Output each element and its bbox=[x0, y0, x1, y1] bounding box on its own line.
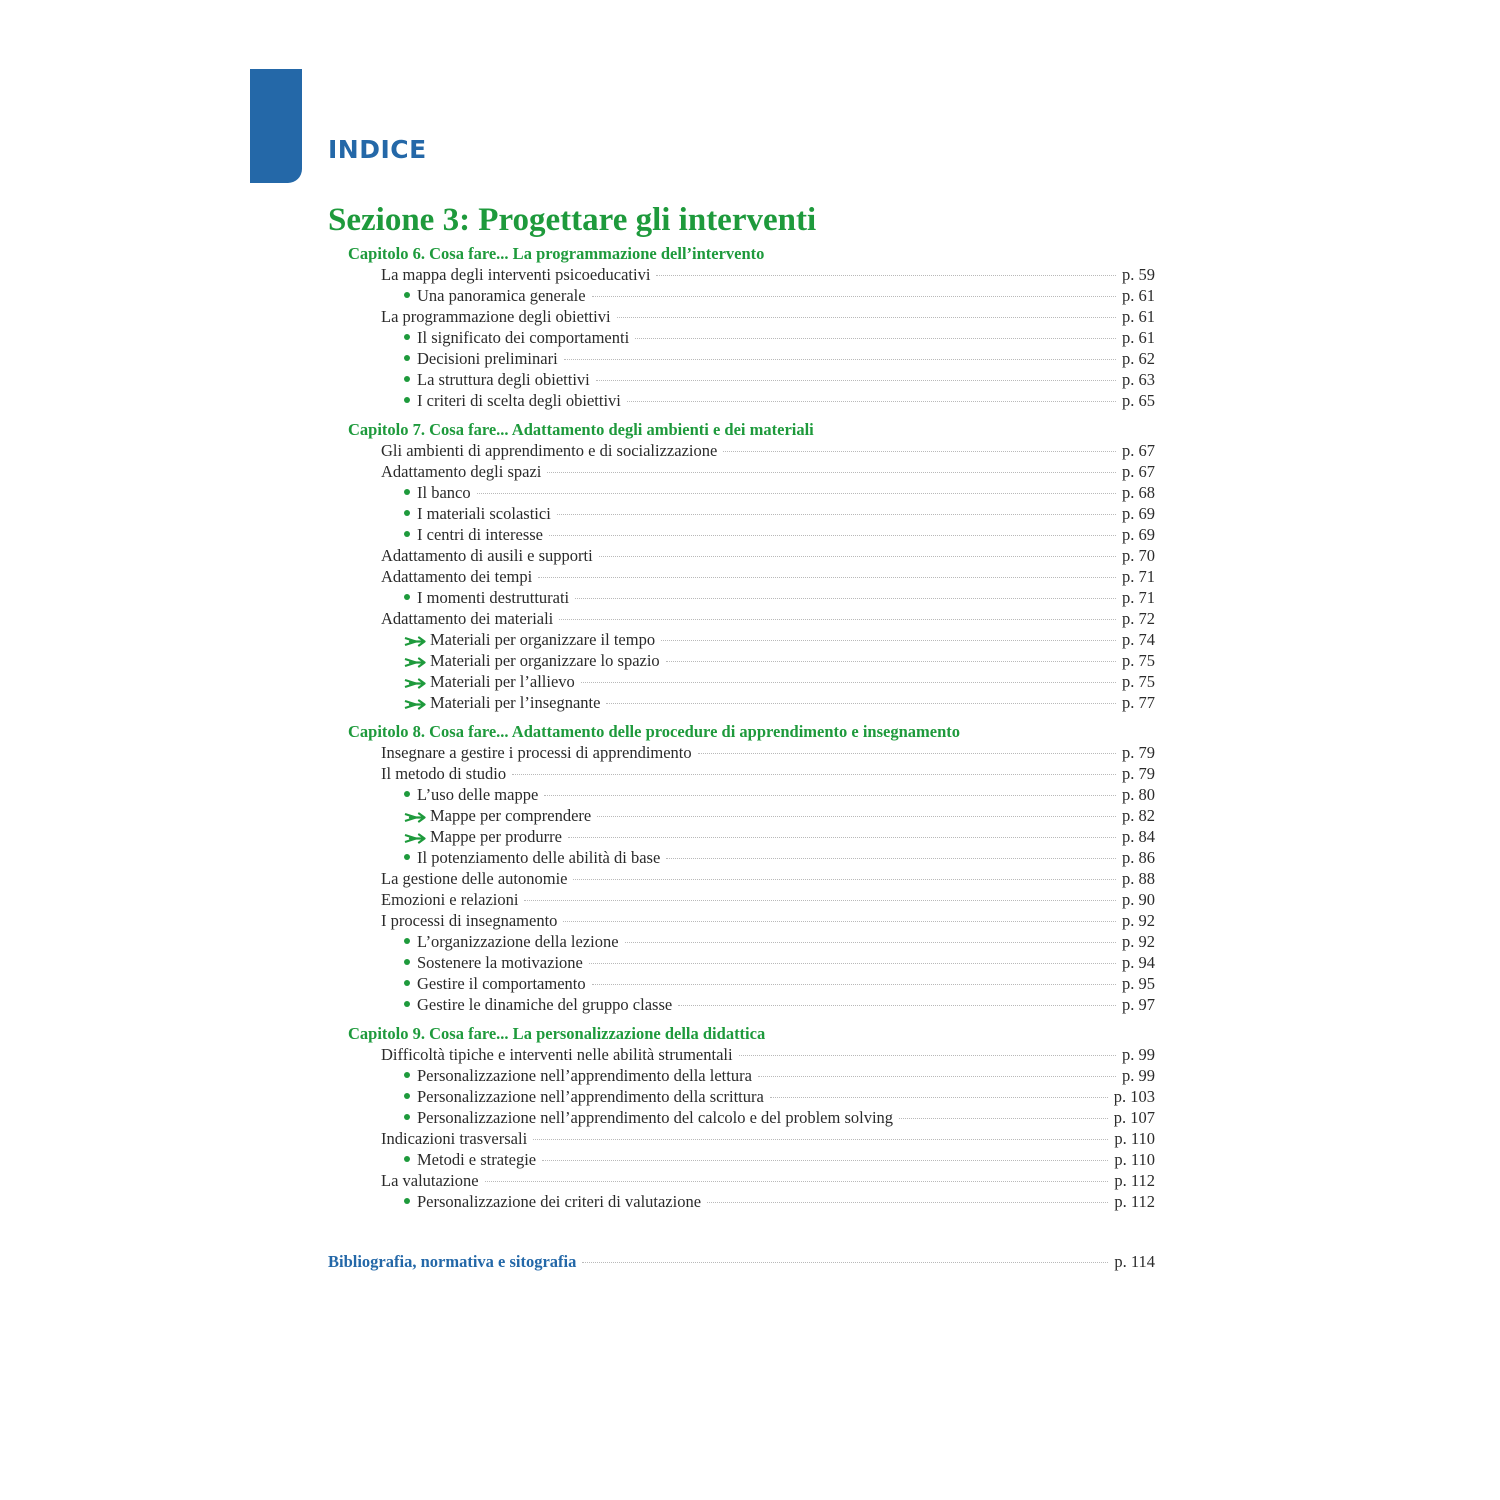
toc-entry-label-wrap bbox=[404, 482, 471, 503]
toc-entry-label-wrap bbox=[404, 587, 569, 608]
toc-entry[interactable] bbox=[328, 692, 1155, 713]
dot-leader bbox=[625, 942, 1116, 943]
dot-leader bbox=[656, 275, 1116, 276]
bullet-icon bbox=[404, 854, 410, 860]
toc-entry-text: Il banco bbox=[417, 483, 471, 502]
dot-leader bbox=[559, 619, 1116, 620]
toc-entry-label-wrap bbox=[404, 1086, 764, 1107]
toc-entry-page: p. 97 bbox=[1122, 995, 1155, 1014]
toc-entry-text: I processi di insegnamento bbox=[381, 911, 558, 930]
toc-entry-text: Il metodo di studio bbox=[381, 764, 507, 783]
toc-entry[interactable] bbox=[328, 910, 1155, 931]
section-title: Sezione 3: Progettare gli interventi bbox=[328, 202, 817, 238]
toc-entry-page: p. 112 bbox=[1114, 1171, 1155, 1190]
toc-entry[interactable] bbox=[328, 587, 1155, 608]
toc-entry-page: p. 99 bbox=[1122, 1045, 1155, 1064]
bullet-icon bbox=[404, 1198, 410, 1204]
toc-entry[interactable] bbox=[328, 763, 1155, 784]
toc-entry-text: Materiali per organizzare lo spazio bbox=[430, 651, 660, 670]
dot-leader bbox=[538, 577, 1116, 578]
toc-entry[interactable] bbox=[328, 889, 1155, 910]
toc-entry-page: p. 69 bbox=[1122, 504, 1155, 523]
bullet-icon bbox=[404, 397, 410, 403]
dot-leader bbox=[597, 816, 1116, 817]
chapter-block bbox=[328, 721, 1155, 1015]
dot-leader bbox=[698, 753, 1116, 754]
dot-leader bbox=[899, 1118, 1108, 1119]
dot-leader bbox=[617, 317, 1116, 318]
toc-entry[interactable] bbox=[328, 931, 1155, 952]
toc-entry-page: p. 61 bbox=[1122, 286, 1155, 305]
chapter-title[interactable]: Capitolo 6. Cosa fare... La programmazione dell’intervento bbox=[348, 244, 765, 263]
dot-leader bbox=[581, 682, 1116, 683]
toc-entry-text: L’uso delle mappe bbox=[417, 785, 539, 804]
dot-leader bbox=[666, 661, 1116, 662]
toc-entry-text: La valutazione bbox=[381, 1171, 479, 1190]
toc-entry[interactable] bbox=[328, 285, 1155, 306]
toc-entry-label-wrap bbox=[381, 461, 541, 482]
bibliography-page: p. 114 bbox=[1114, 1252, 1155, 1271]
bullet-icon bbox=[404, 1156, 410, 1162]
toc-entry-text: Gestire le dinamiche del gruppo classe bbox=[417, 995, 673, 1014]
dot-leader bbox=[707, 1202, 1108, 1203]
toc-entry-text: Il significato dei comportamenti bbox=[417, 328, 630, 347]
bullet-icon bbox=[404, 980, 410, 986]
dot-leader bbox=[575, 598, 1116, 599]
toc-entry-page: p. 68 bbox=[1122, 483, 1155, 502]
toc-entry-page: p. 107 bbox=[1113, 1108, 1155, 1127]
dot-leader bbox=[770, 1097, 1108, 1098]
dot-leader bbox=[678, 1005, 1116, 1006]
toc-entry-page: p. 92 bbox=[1122, 932, 1155, 951]
toc-entry[interactable] bbox=[328, 369, 1155, 390]
toc-entry-page: p. 69 bbox=[1122, 525, 1155, 544]
toc-entry-page: p. 79 bbox=[1122, 743, 1155, 762]
toc-entry-page: p. 90 bbox=[1122, 890, 1155, 909]
toc-entry[interactable] bbox=[328, 482, 1155, 503]
toc-entry-text: Decisioni preliminari bbox=[417, 349, 558, 368]
dot-leader bbox=[589, 963, 1116, 964]
toc-entry[interactable] bbox=[328, 461, 1155, 482]
toc-entry-label-wrap bbox=[404, 994, 672, 1015]
toc-entry-text: Adattamento dei tempi bbox=[381, 567, 533, 586]
toc-entry-page: p. 71 bbox=[1122, 567, 1155, 586]
toc-entry-page: p. 70 bbox=[1122, 546, 1155, 565]
toc-entry-page: p. 59 bbox=[1122, 265, 1155, 284]
bullet-icon bbox=[404, 594, 410, 600]
toc-entry-page: p. 112 bbox=[1114, 1192, 1155, 1211]
toc-entry[interactable] bbox=[328, 1107, 1155, 1128]
toc-entry[interactable] bbox=[328, 264, 1155, 285]
toc-entry[interactable] bbox=[328, 1128, 1155, 1149]
toc-entry-page: p. 84 bbox=[1122, 827, 1155, 846]
dot-leader bbox=[661, 640, 1116, 641]
toc-entry-label-wrap bbox=[404, 931, 619, 952]
toc-entry[interactable] bbox=[328, 973, 1155, 994]
toc-entry-text: La mappa degli interventi psicoeducativi bbox=[381, 265, 651, 284]
chapter-block bbox=[328, 1023, 1155, 1212]
toc-entry-page: p. 94 bbox=[1122, 953, 1155, 972]
toc-entry-label-wrap bbox=[404, 692, 600, 713]
toc-entry-label-wrap bbox=[381, 306, 611, 327]
toc-entry[interactable] bbox=[328, 742, 1155, 763]
dot-leader bbox=[477, 493, 1116, 494]
toc-entry-text: I criteri di scelta degli obiettivi bbox=[417, 391, 621, 410]
table-of-contents bbox=[328, 243, 1155, 1212]
toc-entry-page: p. 92 bbox=[1122, 911, 1155, 930]
toc-entry[interactable] bbox=[328, 826, 1155, 847]
toc-entry-label-wrap bbox=[381, 763, 506, 784]
toc-entry-label-wrap bbox=[381, 889, 518, 910]
toc-entry-page: p. 110 bbox=[1114, 1129, 1155, 1148]
chapter-block bbox=[328, 243, 1155, 411]
toc-entry-label-wrap bbox=[404, 671, 575, 692]
bullet-icon bbox=[404, 489, 410, 495]
toc-entry-text: Il potenziamento delle abilità di base bbox=[417, 848, 661, 867]
toc-entry-text: Personalizzazione nell’apprendimento della lettura bbox=[417, 1066, 752, 1085]
toc-entry-label-wrap bbox=[404, 327, 629, 348]
toc-entry-text: Una panoramica generale bbox=[417, 286, 586, 305]
toc-entry[interactable] bbox=[328, 327, 1155, 348]
dot-leader bbox=[606, 703, 1116, 704]
toc-entry[interactable] bbox=[328, 306, 1155, 327]
toc-entry-page: p. 75 bbox=[1122, 651, 1155, 670]
toc-entry-label-wrap bbox=[404, 348, 558, 369]
chapter-title[interactable]: Capitolo 9. Cosa fare... La personalizzazione della didattica bbox=[348, 1024, 766, 1043]
arrow-icon bbox=[404, 673, 426, 694]
toc-entry-page: p. 61 bbox=[1122, 307, 1155, 326]
bullet-icon bbox=[404, 292, 410, 298]
toc-entry-page: p. 79 bbox=[1122, 764, 1155, 783]
arrow-icon bbox=[404, 694, 426, 715]
toc-entry-text: Materiali per organizzare il tempo bbox=[430, 630, 656, 649]
toc-entry-text: Indicazioni trasversali bbox=[381, 1129, 528, 1148]
chapter-title[interactable]: Capitolo 7. Cosa fare... Adattamento degli ambienti e dei materiali bbox=[348, 420, 814, 439]
dot-leader bbox=[557, 514, 1116, 515]
toc-entry-text: Adattamento di ausili e supporti bbox=[381, 546, 593, 565]
toc-entry-label-wrap bbox=[404, 390, 621, 411]
toc-entry-page: p. 67 bbox=[1122, 462, 1155, 481]
toc-entry-label-wrap bbox=[381, 566, 532, 587]
toc-entry-text: Adattamento degli spazi bbox=[381, 462, 542, 481]
dot-leader bbox=[627, 401, 1116, 402]
toc-entry-text: Gli ambienti di apprendimento e di socializzazione bbox=[381, 441, 718, 460]
toc-entry-label-wrap bbox=[381, 545, 593, 566]
toc-entry[interactable] bbox=[328, 1086, 1155, 1107]
toc-entry-text: Insegnare a gestire i processi di apprendimento bbox=[381, 743, 692, 762]
toc-entry-page: p. 95 bbox=[1122, 974, 1155, 993]
toc-entry-label-wrap bbox=[404, 524, 543, 545]
toc-entry-page: p. 65 bbox=[1122, 391, 1155, 410]
dot-leader bbox=[723, 451, 1116, 452]
toc-entry-label-wrap bbox=[381, 440, 717, 461]
toc-entry-page: p. 71 bbox=[1122, 588, 1155, 607]
toc-entry[interactable] bbox=[328, 566, 1155, 587]
toc-entry[interactable] bbox=[328, 1065, 1155, 1086]
toc-entry[interactable] bbox=[328, 1044, 1155, 1065]
toc-entry[interactable] bbox=[328, 1170, 1155, 1191]
arrow-icon bbox=[404, 807, 426, 828]
toc-entry-page: p. 82 bbox=[1122, 806, 1155, 825]
bullet-icon bbox=[404, 510, 410, 516]
dot-leader bbox=[592, 296, 1116, 297]
toc-entry-label-wrap bbox=[404, 805, 591, 826]
toc-entry-text: L’organizzazione della lezione bbox=[417, 932, 619, 951]
toc-entry-label-wrap bbox=[404, 784, 538, 805]
toc-entry-label-wrap bbox=[404, 1149, 536, 1170]
toc-entry-label-wrap bbox=[404, 369, 590, 390]
toc-entry-label-wrap bbox=[404, 629, 655, 650]
toc-entry[interactable] bbox=[328, 847, 1155, 868]
toc-entry[interactable] bbox=[328, 868, 1155, 889]
toc-entry-text: Emozioni e relazioni bbox=[381, 890, 519, 909]
toc-entry-page: p. 62 bbox=[1122, 349, 1155, 368]
toc-entry-text: Mappe per comprendere bbox=[430, 806, 592, 825]
toc-entry-page: p. 63 bbox=[1122, 370, 1155, 389]
toc-entry-text: Materiali per l’insegnante bbox=[430, 693, 601, 712]
dot-leader bbox=[485, 1181, 1109, 1182]
toc-entry-page: p. 103 bbox=[1113, 1087, 1155, 1106]
toc-entry-page: p. 80 bbox=[1122, 785, 1155, 804]
toc-entry[interactable] bbox=[328, 650, 1155, 671]
bullet-icon bbox=[404, 1072, 410, 1078]
dot-leader bbox=[592, 984, 1116, 985]
toc-entry-text: I momenti destrutturati bbox=[417, 588, 570, 607]
toc-entry-label-wrap bbox=[404, 1107, 893, 1128]
toc-entry-text: Sostenere la motivazione bbox=[417, 953, 583, 972]
toc-entry-text: Difficoltà tipiche e interventi nelle abilità strumentali bbox=[381, 1045, 733, 1064]
toc-entry-text: Personalizzazione nell’apprendimento del calcolo e del problem solving bbox=[417, 1108, 894, 1127]
toc-entry-page: p. 110 bbox=[1114, 1150, 1155, 1169]
dot-leader bbox=[758, 1076, 1116, 1077]
toc-entry-text: Mappe per produrre bbox=[430, 827, 562, 846]
bullet-icon bbox=[404, 1001, 410, 1007]
dot-leader bbox=[564, 359, 1116, 360]
arrow-icon bbox=[404, 828, 426, 849]
toc-entry-text: La gestione delle autonomie bbox=[381, 869, 568, 888]
toc-entry-label-wrap bbox=[381, 264, 650, 285]
bullet-icon bbox=[404, 791, 410, 797]
dot-leader bbox=[512, 774, 1116, 775]
toc-entry-page: p. 72 bbox=[1122, 609, 1155, 628]
toc-entry[interactable] bbox=[328, 440, 1155, 461]
dot-leader bbox=[582, 1262, 1108, 1263]
bullet-icon bbox=[404, 1114, 410, 1120]
toc-entry-text: Metodi e strategie bbox=[417, 1150, 537, 1169]
dot-leader bbox=[599, 556, 1116, 557]
toc-entry-page: p. 77 bbox=[1122, 693, 1155, 712]
chapter-title[interactable]: Capitolo 8. Cosa fare... Adattamento delle procedure di apprendimento e insegnamento bbox=[348, 722, 961, 741]
toc-entry[interactable] bbox=[328, 348, 1155, 369]
toc-entry[interactable] bbox=[328, 629, 1155, 650]
toc-entry-page: p. 74 bbox=[1122, 630, 1155, 649]
dot-leader bbox=[533, 1139, 1108, 1140]
dot-leader bbox=[542, 1160, 1108, 1161]
bullet-icon bbox=[404, 376, 410, 382]
toc-entry-label-wrap bbox=[381, 868, 567, 889]
header-tab-decoration bbox=[250, 69, 302, 183]
bibliography-entry[interactable] bbox=[328, 1251, 1155, 1272]
toc-entry-page: p. 61 bbox=[1122, 328, 1155, 347]
toc-entry-text: I centri di interesse bbox=[417, 525, 543, 544]
toc-entry-label-wrap bbox=[381, 742, 692, 763]
bullet-icon bbox=[404, 938, 410, 944]
toc-entry-label-wrap bbox=[381, 608, 553, 629]
toc-entry[interactable] bbox=[328, 994, 1155, 1015]
dot-leader bbox=[596, 380, 1116, 381]
toc-entry-text: Materiali per l’allievo bbox=[430, 672, 575, 691]
toc-entry-label-wrap bbox=[404, 952, 583, 973]
bullet-icon bbox=[404, 531, 410, 537]
dot-leader bbox=[563, 921, 1116, 922]
dot-leader bbox=[547, 472, 1116, 473]
toc-entry-text: La programmazione degli obiettivi bbox=[381, 307, 611, 326]
toc-entry-text: Personalizzazione dei criteri di valutazione bbox=[417, 1192, 702, 1211]
arrow-icon bbox=[404, 652, 426, 673]
bullet-icon bbox=[404, 959, 410, 965]
toc-entry-page: p. 75 bbox=[1122, 672, 1155, 691]
toc-entry-text: Adattamento dei materiali bbox=[381, 609, 554, 628]
bullet-icon bbox=[404, 355, 410, 361]
toc-entry[interactable] bbox=[328, 1191, 1155, 1212]
toc-entry-label-wrap bbox=[404, 1191, 701, 1212]
toc-entry-label-wrap bbox=[404, 826, 562, 847]
toc-entry-label-wrap bbox=[381, 910, 557, 931]
toc-entry-label-wrap bbox=[404, 285, 586, 306]
toc-entry-label-wrap bbox=[404, 503, 551, 524]
dot-leader bbox=[544, 795, 1116, 796]
toc-entry[interactable] bbox=[328, 524, 1155, 545]
toc-entry-label-wrap bbox=[404, 847, 660, 868]
toc-entry-page: p. 86 bbox=[1122, 848, 1155, 867]
toc-entry-text: Personalizzazione nell’apprendimento della scrittura bbox=[417, 1087, 764, 1106]
toc-entry[interactable] bbox=[328, 671, 1155, 692]
toc-entry[interactable] bbox=[328, 1149, 1155, 1170]
toc-entry-page: p. 88 bbox=[1122, 869, 1155, 888]
toc-entry-text: I materiali scolastici bbox=[417, 504, 551, 523]
dot-leader bbox=[549, 535, 1116, 536]
dot-leader bbox=[524, 900, 1116, 901]
arrow-icon bbox=[404, 631, 426, 652]
toc-entry-label-wrap bbox=[381, 1128, 527, 1149]
toc-entry-page: p. 99 bbox=[1122, 1066, 1155, 1085]
toc-entry[interactable] bbox=[328, 545, 1155, 566]
chapter-block bbox=[328, 419, 1155, 713]
dot-leader bbox=[739, 1055, 1116, 1056]
toc-entry-label-wrap bbox=[404, 1065, 752, 1086]
toc-entry[interactable] bbox=[328, 608, 1155, 629]
toc-entry[interactable] bbox=[328, 784, 1155, 805]
toc-entry[interactable] bbox=[328, 390, 1155, 411]
toc-entry-label-wrap bbox=[381, 1170, 479, 1191]
toc-entry[interactable] bbox=[328, 503, 1155, 524]
toc-entry[interactable] bbox=[328, 952, 1155, 973]
bullet-icon bbox=[404, 334, 410, 340]
dot-leader bbox=[568, 837, 1116, 838]
index-heading: INDICE bbox=[328, 135, 427, 164]
toc-entry-text: La struttura degli obiettivi bbox=[417, 370, 590, 389]
toc-entry-label-wrap bbox=[381, 1044, 733, 1065]
dot-leader bbox=[666, 858, 1116, 859]
toc-entry-label-wrap bbox=[404, 973, 586, 994]
toc-entry-label-wrap bbox=[404, 650, 660, 671]
toc-entry[interactable] bbox=[328, 805, 1155, 826]
bullet-icon bbox=[404, 1093, 410, 1099]
bibliography-label: Bibliografia, normativa e sitografia bbox=[328, 1252, 577, 1271]
toc-entry-page: p. 67 bbox=[1122, 441, 1155, 460]
dot-leader bbox=[635, 338, 1116, 339]
toc-entry-text: Gestire il comportamento bbox=[417, 974, 586, 993]
dot-leader bbox=[573, 879, 1116, 880]
